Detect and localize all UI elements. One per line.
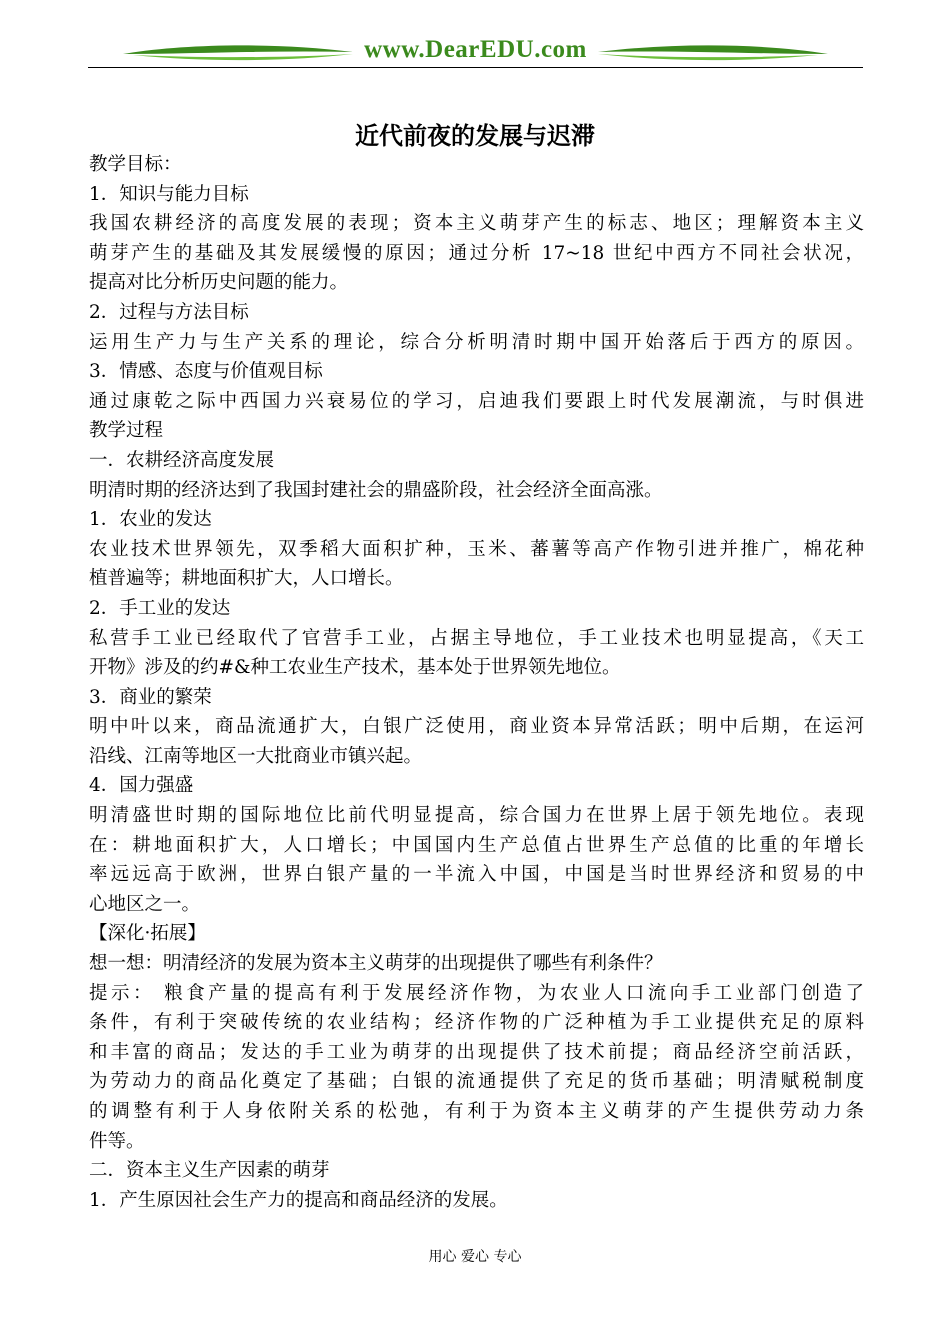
- text-line: 条件，有利于突破传统的农业结构；经济作物的广泛种植为手工业提供充足的原料: [89, 1012, 864, 1034]
- text-line: 2．过程与方法目标: [89, 301, 249, 323]
- text-line: 的调整有利于人身依附关系的松弛，有利于为资本主义萌芽的产生提供劳动力条: [89, 1101, 864, 1122]
- text-line: 在：耕地面积扩大，人口增长；中国国内生产总值占世界生产总值的比重的年增长: [89, 834, 864, 856]
- text-line: 一．农耕经济高度发展: [89, 449, 275, 471]
- text-line: 教学目标：: [89, 154, 182, 175]
- text-line: 提示： 粮食产量的提高有利于发展经济作物，为农业人口流向手工业部门创造了: [89, 982, 864, 1004]
- text-line: 4．国力强盛: [89, 775, 194, 797]
- text-line: 明清时期的经济达到了我国封建社会的鼎盛阶段，社会经济全面高涨。: [89, 479, 663, 501]
- page-footer: 用心 爱心 专心: [428, 1249, 522, 1265]
- text-line: 和丰富的商品；发达的手工业为萌芽的出现提供了技术前提；商品经济空前活跃，: [89, 1041, 864, 1063]
- text-line: 【深化·拓展】: [89, 923, 206, 945]
- text-line: 3．情感、态度与价值观目标: [89, 361, 323, 383]
- right-swoosh-decoration: [598, 40, 828, 66]
- text-line: 2．手工业的发达: [89, 597, 231, 619]
- text-line: 植普遍等；耕地面积扩大，人口增长。: [89, 568, 404, 590]
- text-line: 心地区之一。: [89, 893, 201, 915]
- text-line: 1．产生原因社会生产力的提高和商品经济的发展。: [89, 1189, 508, 1211]
- text-line: 提高对比分析历史问题的能力。: [89, 272, 349, 294]
- text-line: 想一想：明清经济的发展为资本主义萌芽的出现提供了哪些有利条件？: [89, 953, 663, 975]
- text-line: 为劳动力的商品化奠定了基础；白银的流通提供了充足的货币基础；明清赋税制度: [89, 1071, 864, 1093]
- text-line: 率远远高于欧洲，世界白银产量的一半流入中国，中国是当时世界经济和贸易的中: [89, 864, 864, 886]
- text-line: 运用生产力与生产关系的理论，综合分析明清时期中国开始落后于西方的原因。: [89, 331, 864, 353]
- text-line: 1．农业的发达: [89, 509, 212, 531]
- page-title: 近代前夜的发展与迟滞: [355, 121, 595, 150]
- text-line: 沿线、江南等地区一大批商业市镇兴起。: [89, 745, 423, 767]
- page-header: [88, 34, 863, 68]
- text-line: 1．知识与能力目标: [89, 183, 249, 205]
- text-line: 开物》涉及的约#&种工农业生产技术，基本处于世界领先地位。: [89, 657, 621, 679]
- text-line: 教学过程: [89, 420, 164, 442]
- text-line: 农业技术世界领先，双季稻大面积扩种，玉米、蕃薯等高产作物引进并推广，棉花种: [89, 538, 864, 560]
- header-rule: [88, 67, 863, 68]
- text-line: 明中叶以来，商品流通扩大，白银广泛使用，商业资本异常活跃；明中后期，在运河: [89, 716, 864, 738]
- text-line: 件等。: [89, 1130, 145, 1152]
- text-line: 二．资本主义生产因素的萌芽: [89, 1160, 330, 1182]
- text-line: 萌芽产生的基础及其发展缓慢的原因；通过分析 17~18 世纪中西方不同社会状况，: [89, 242, 864, 264]
- text-line: 私营手工业已经取代了官营手工业，占据主导地位，手工业技术也明显提高，《天工: [89, 627, 864, 649]
- text-line: 通过康乾之际中西国力兴衰易位的学习，启迪我们要跟上时代发展潮流，与时俱进: [89, 390, 864, 412]
- text-line: 3．商业的繁荣: [89, 686, 212, 708]
- site-logo: www.DearEDU.com: [364, 36, 587, 63]
- text-line: 明清盛世时期的国际地位比前代明显提高，综合国力在世界上居于领先地位。表现: [89, 805, 864, 827]
- text-line: 我国农耕经济的高度发展的表现；资本主义萌芽产生的标志、地区；理解资本主义: [89, 213, 864, 235]
- document-body: [89, 150, 864, 1215]
